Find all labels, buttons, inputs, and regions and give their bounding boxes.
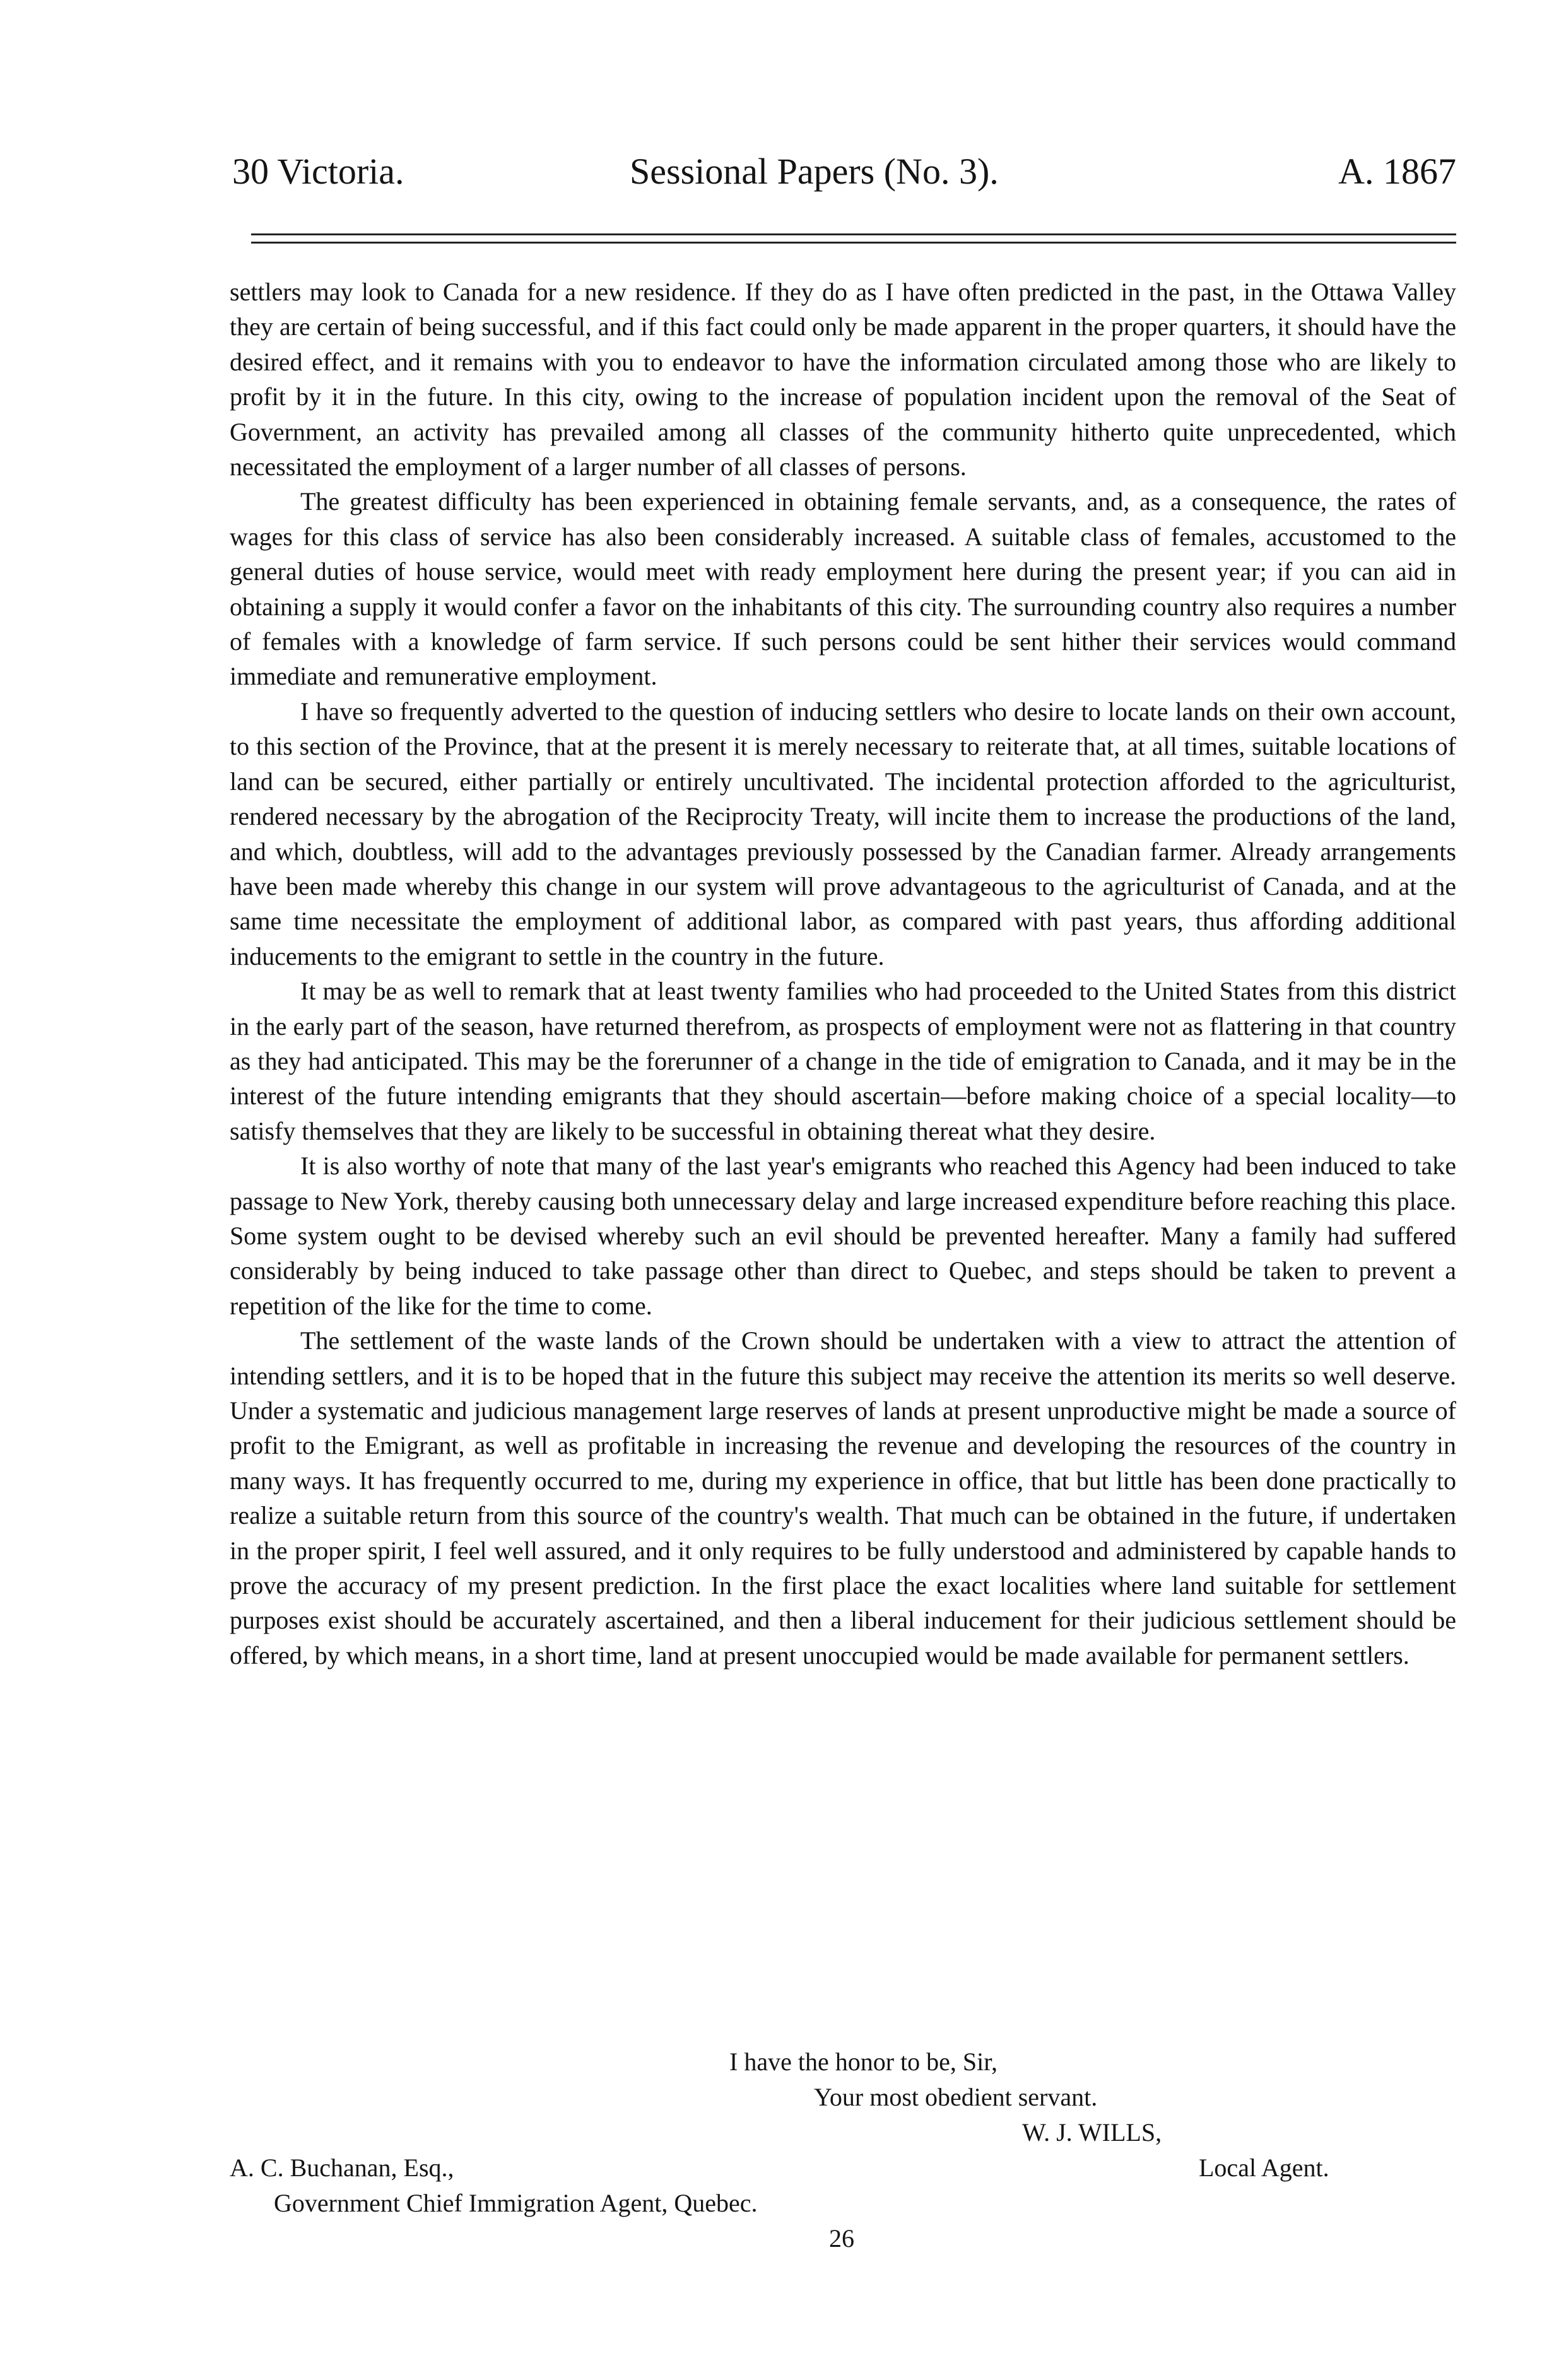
paragraph: The settlement of the waste lands of the Crown should be undertaken with a view to attract the attention of intending settlers, and it is to be hoped that in the future this subject may receive the attention its merits so well deserve. Under a systematic and judicious management large reserves of lands at present unproductive might be made a source of profit to the Emigrant, as well as profitable in increasing the revenue and developing the resources of the country in many ways. It has frequently occurred to me, during my experience in office, that but little has been done practically to realize a suitable return from this source of the country's wealth. That much can be obtained in the future, if undertaken in the proper spirit, I feel well assured, and it only requires to be fully understood and administered by capable hands to prove the accuracy of my present prediction. In the first place the exact localities where land suitable for settlement purposes exist should be accurately ascertained, and then a liberal inducement for their judicious settlement should be offered, by which means, in a short time, land at present unoccupied would be made available for permanent settlers. (230, 1326, 1456, 1670)
signature: W. J. WILLS, (1022, 2118, 1162, 2147)
header-publication: Sessional Papers (No. 3). (630, 151, 999, 192)
letter-body (230, 274, 1456, 1673)
paragraph: settlers may look to Canada for a new residence. If they do as I have often predicted in the past, in the Ottawa Valley they are certain of being successful, and if this fact could only be made apparent in the proper quarters, it should have the desired effect, and it remains with you to endeavor to have the information circulated among those who are likely to profit by it in the future. In this city, owing to the increase of population incident upon the removal of the Seat of Government, an activity has prevailed among all classes of the community hitherto quite unprecedented, which necessitated the employment of a larger number of all classes of persons. (230, 278, 1456, 481)
page-number: 26 (829, 2224, 854, 2253)
signer-title: Local Agent. (1199, 2153, 1329, 2182)
header-session: 30 Victoria. (232, 151, 404, 192)
salutation: I have the honor to be, Sir, (729, 2047, 998, 2076)
header-rule-top (251, 233, 1456, 235)
paragraph: I have so frequently adverted to the question of inducing settlers who desire to locate lands on their own account, to this section of the Province, that at the present it is merely necessary to reiterate that, at all times, suitable locations of land can be secured, either partially or entirely uncultivated. The incidental protection afforded to the agriculturist, rendered necessary by the abrogation of the Reciprocity Treaty, will incite them to increase the productions of the land, and which, doubtless, will add to the advantages previously possessed by the Canadian farmer. Already arrangements have been made whereby this change in our system will prove advantageous to the agriculturist of Canada, and at the same time necessitate the employment of additional labor, as compared with past years, thus affording additional inducements to the emigrant to settle in the country in the future. (230, 697, 1456, 970)
running-header (232, 146, 1456, 197)
valediction: Your most obedient servant. (814, 2083, 1098, 2111)
paragraph: It is also worthy of note that many of the last year's emigrants who reached this Agency had been induced to take passage to New York, thereby causing both unnecessary delay and large increased expenditure before reaching this place. Some system ought to be devised whereby such an evil should be prevented hereafter. Many a family had suffered considerably by being induced to take passage other than direct to Quebec, and steps should be taken to prevent a repetition of the like for the time to come. (230, 1152, 1456, 1320)
recipient-name: A. C. Buchanan, Esq., (230, 2153, 454, 2182)
paragraph: It may be as well to remark that at least twenty families who had proceeded to the United States from this district in the early part of the season, have returned therefrom, as prospects of employment were not as flattering in that country as they had anticipated. This may be the forerunner of a change in the tide of emigration to Canada, and it may be in the interest of the future intending emigrants that they should ascertain—before making choice of a special locality—to satisfy themselves that they are likely to be successful in obtaining thereat what they desire. (230, 977, 1456, 1145)
recipient-title: Government Chief Immigration Agent, Quebec. (274, 2189, 758, 2217)
paragraph: The greatest difficulty has been experienced in obtaining female servants, and, as a consequence, the rates of wages for this class of service has also been considerably increased. A suitable class of females, accustomed to the general duties of house service, would meet with ready employment here during the present year; if you can aid in obtaining a supply it would confer a favor on the inhabitants of this city. The surrounding country also requires a number of females with a knowledge of farm service. If such persons could be sent hither their services would command immediate and remunerative employment. (230, 487, 1456, 691)
header-year: A. 1867 (1338, 151, 1456, 192)
header-rule-bottom (251, 242, 1456, 244)
